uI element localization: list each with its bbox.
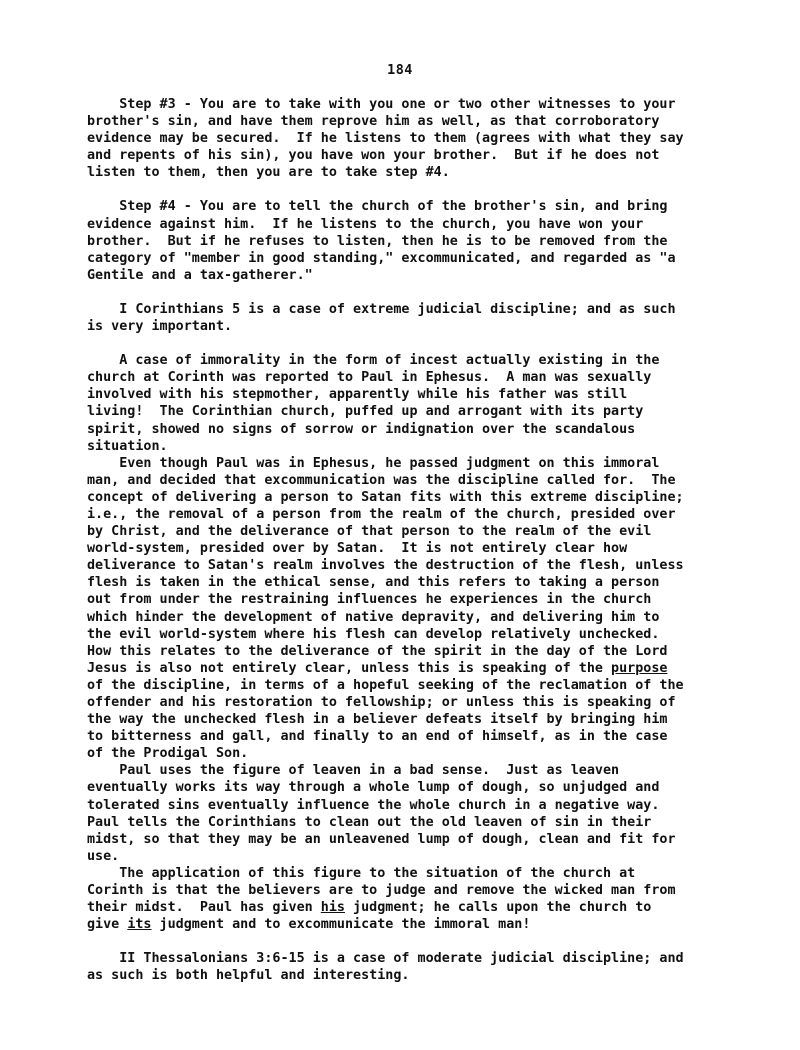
paragraph-application bbox=[87, 865, 727, 933]
paragraph-text: judgment; he calls upon the church to give bbox=[87, 900, 652, 933]
paragraph-1-corinthians-5: I Corinthians 5 is a case of extreme judicial discipline; and as such is very important. bbox=[87, 301, 676, 335]
paragraph-leaven-figure: Paul uses the figure of leaven in a bad sense. Just as leaven eventually works its way through a whole lump of dough, so unjudged and tolerated sins eventually influence the whole church in a negative way. Paul tells the Corinthians to clean out the old leaven of sin in their midst, so that they may be an unleavened lump of dough, clean and fit for use. bbox=[87, 763, 676, 864]
paragraph-step-4: Step #4 - You are to tell the church of the brother's sin, and bring evidence against him. If he listens to the church, you have won your brother. But if he refuses to listen, then he is to be removed from the category of "member in good standing," excommunicated, and regarded as "a Gentile and a tax-gatherer." bbox=[87, 199, 676, 283]
paragraph-text: Even though Paul was in Ephesus, he passed judgment on this immoral man, and decided that excommunication was the discipline called for. The concept of delivering a person to Satan fits with this extreme discipline; i.e., the removal of a person from the realm of the church, presided over by Christ, and the deliverance of that person to the realm of the evil world-system, presided over by Satan. It is not entirely clear how deliverance to Satan's realm involves the destruction of the flesh, unless flesh is taken in the ethical sense, and this refers to taking a person out from under the restraining influences he experiences in the church which hinder the development of native depravity, and delivering him to the evil world-system where his flesh can develop relatively unchecked. How this relates to the deliverance of the spirit in the day of the Lord Jesus is also not entirely clear, unless this is speaking of the bbox=[87, 455, 684, 676]
paragraph-text: judgment and to excommunicate the immoral man! bbox=[151, 917, 531, 933]
underlined-word: its bbox=[127, 917, 152, 933]
page-number: 184 bbox=[387, 63, 413, 78]
underlined-word: his bbox=[320, 900, 345, 916]
paragraph-step-3: Step #3 - You are to take with you one or two other witnesses to your brother's sin, and have them reprove him as well, as that corroboratory evidence may be secured. If he listens to them (agrees with what they say and repents of his sin), you have won your brother. But if he does not listen to them, then you are to take step #4. bbox=[87, 97, 684, 181]
paragraph-text: of the discipline, in terms of a hopeful seeking of the reclamation of the offender and his restoration to fellowship; or unless this is speaking of the way the unchecked flesh in a believer defeats itself by bringing him to bitterness and gall, and finally to an end of himself, as in the case of the Prodigal Son. bbox=[87, 677, 684, 762]
underlined-word: purpose bbox=[611, 660, 668, 676]
paragraph-paul-judgment bbox=[87, 455, 727, 763]
paragraph-text: The application of this figure to the situation of the church at Corinth is that the believers are to judge and remove the wicked man from their midst. Paul has given bbox=[87, 865, 676, 916]
body-text bbox=[87, 96, 727, 985]
paragraph-immorality-case: A case of immorality in the form of incest actually existing in the church at Corinth was reported to Paul in Ephesus. A man was sexually involved with his stepmother, apparently while his father was still living! The Corinthian church, puffed up and arrogant with its party spirit, showed no signs of sorrow or indignation over the scandalous situation. bbox=[87, 353, 660, 454]
paragraph-2-thessalonians: II Thessalonians 3:6-15 is a case of moderate judicial discipline; and as such is both helpful and interesting. bbox=[87, 951, 684, 984]
